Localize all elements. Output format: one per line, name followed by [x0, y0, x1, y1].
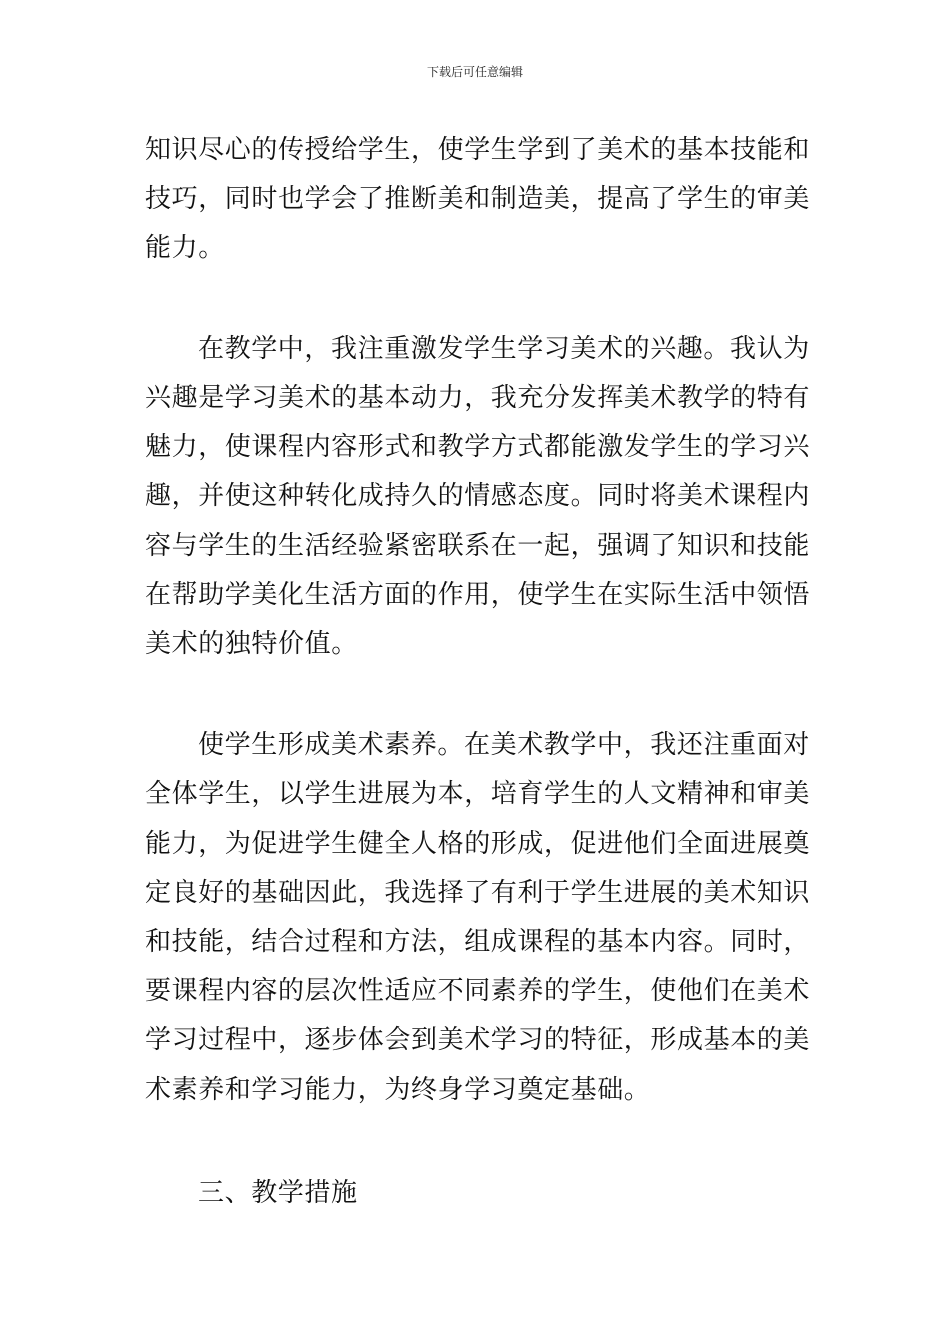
paragraph-line: 术素养和学习能力，为终身学习奠定基础。 — [145, 1075, 651, 1105]
paragraph-line: 容与学生的生活经验紧密联系在一起，强调了知识和技能 — [145, 531, 811, 561]
page-header: 下载后可任意编辑 — [426, 65, 523, 79]
paragraph-line: 知识尽心的传授给学生，使学生学到了美术的基本技能和 — [145, 135, 811, 165]
paragraph-line: 学习过程中，逐步体会到美术学习的特征，形成基本的美 — [145, 1025, 811, 1055]
paragraph-line: 能力，为促进学生健全人格的形成，促进他们全面进展奠 — [145, 829, 811, 859]
paragraph-line: 美术的独特价值。 — [145, 629, 358, 659]
paragraph-line: 趣，并使这种转化成持久的情感态度。同时将美术课程内 — [145, 481, 811, 511]
paragraph-line: 兴趣是学习美术的基本动力，我充分发挥美术教学的特有 — [145, 383, 811, 413]
paragraph-line: 魅力，使课程内容形式和教学方式都能激发学生的学习兴 — [145, 432, 811, 462]
paragraph-line: 能力。 — [145, 233, 225, 263]
paragraph-line: 和技能，结合过程和方法，组成课程的基本内容。同时， — [145, 927, 811, 957]
paragraph-line: 定良好的基础因此，我选择了有利于学生进展的美术知识 — [145, 878, 811, 908]
paragraph-line: 全体学生，以学生进展为本，培育学生的人文精神和审美 — [145, 779, 811, 809]
paragraph-line: 要课程内容的层次性适应不同素养的学生，使他们在美术 — [145, 976, 811, 1006]
paragraph-line: 使学生形成美术素养。在美术教学中，我还注重面对 — [198, 730, 810, 760]
paragraph-line: 在教学中，我注重激发学生学习美术的兴趣。我认为 — [198, 334, 810, 364]
paragraph-line: 在帮助学美化生活方面的作用，使学生在实际生活中领悟 — [145, 580, 811, 610]
paragraph-line: 技巧，同时也学会了推断美和制造美，提高了学生的审美 — [145, 184, 811, 214]
section-heading: 三、教学措施 — [198, 1178, 358, 1208]
